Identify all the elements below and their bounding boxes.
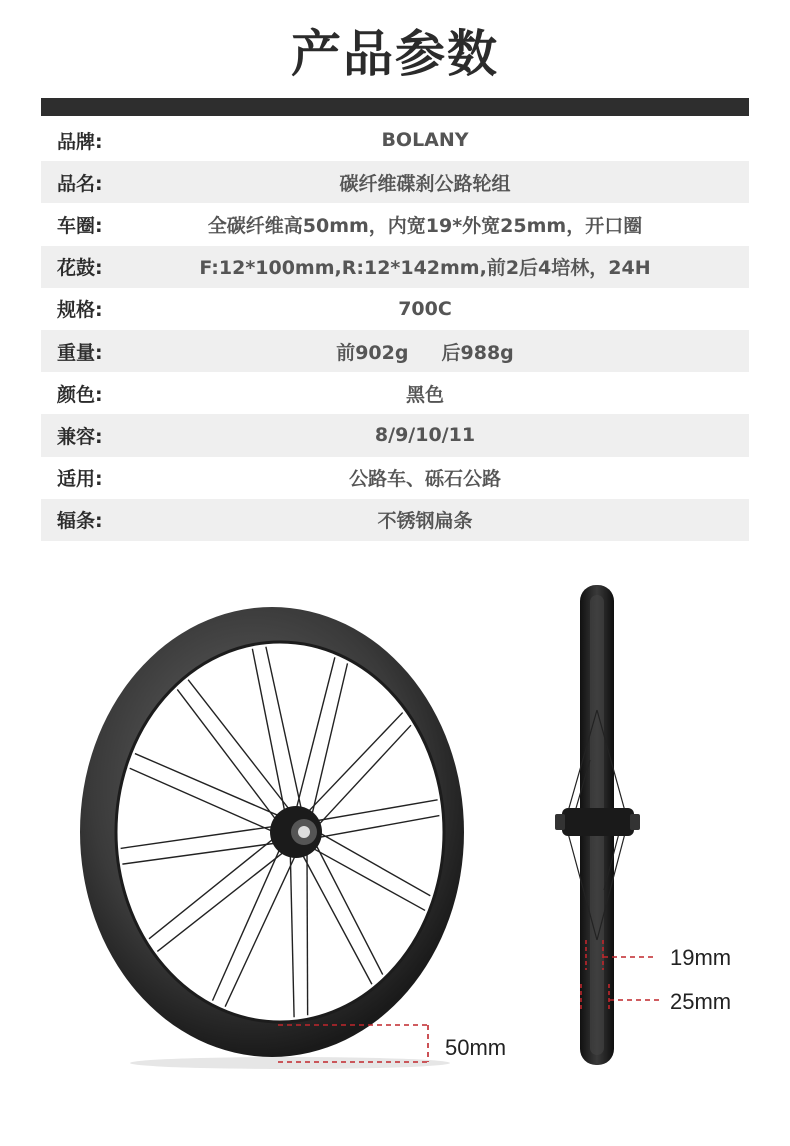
inner-width-label: 19mm: [670, 945, 732, 970]
spec-label: 适用:: [57, 468, 103, 491]
wheel-illustration: [0, 560, 790, 1142]
spec-label: 品牌:: [57, 130, 103, 153]
spoke: [307, 851, 308, 1015]
spec-value: 碳纤维碟刹公路轮组: [339, 172, 511, 195]
spec-label: 车圈:: [57, 214, 103, 237]
spec-row-product-name: [41, 161, 749, 203]
spec-value: F:12*100mm,R:12*142mm,前2后4培林，24H: [199, 257, 651, 280]
spec-value: 700C: [398, 297, 452, 320]
spec-value: 前902g 后988g: [336, 341, 514, 364]
wheel-front-view: [80, 607, 464, 1057]
spec-label: 规格:: [57, 299, 103, 322]
spec-label: 品名:: [57, 172, 103, 195]
spec-value: 黑色: [405, 383, 444, 406]
spec-label: 重量:: [57, 341, 103, 364]
spec-value: 全碳纤维高50mm，内宽19*外宽25mm，开口圈: [207, 214, 643, 237]
side-hub: [562, 808, 634, 836]
spec-value: 不锈钢扁条: [377, 510, 473, 533]
spec-row-compatibility: [41, 414, 749, 456]
spec-value: 公路车、砾石公路: [348, 468, 501, 491]
spec-label: 颜色:: [57, 383, 103, 406]
spec-value: BOLANY: [381, 129, 469, 152]
wheel-figure: [0, 560, 790, 1142]
spec-row-hub: [41, 246, 749, 288]
page-title: 产品参数: [291, 25, 499, 83]
spec-row-color: [41, 372, 749, 414]
spec-row-weight: [41, 330, 749, 372]
spec-value: 8/9/10/11: [374, 424, 476, 447]
header-divider-bar: [41, 98, 749, 116]
spec-table: [41, 119, 749, 541]
outer-width-label: 25mm: [670, 989, 732, 1014]
spec-row-spokes: [41, 499, 749, 541]
hub-axle-center: [298, 826, 310, 838]
spec-label: 花鼓:: [57, 257, 103, 280]
spec-label: 兼容:: [57, 425, 103, 448]
spec-row-rim: [41, 203, 749, 245]
wheel-shadow: [130, 1057, 450, 1069]
spec-row-size: [41, 288, 749, 330]
wheel-side-view: [555, 585, 640, 1065]
spec-label: 辐条:: [57, 510, 103, 533]
spec-row-application: [41, 457, 749, 499]
spec-row-brand: [41, 119, 749, 161]
rim-height-label: 50mm: [445, 1035, 507, 1060]
